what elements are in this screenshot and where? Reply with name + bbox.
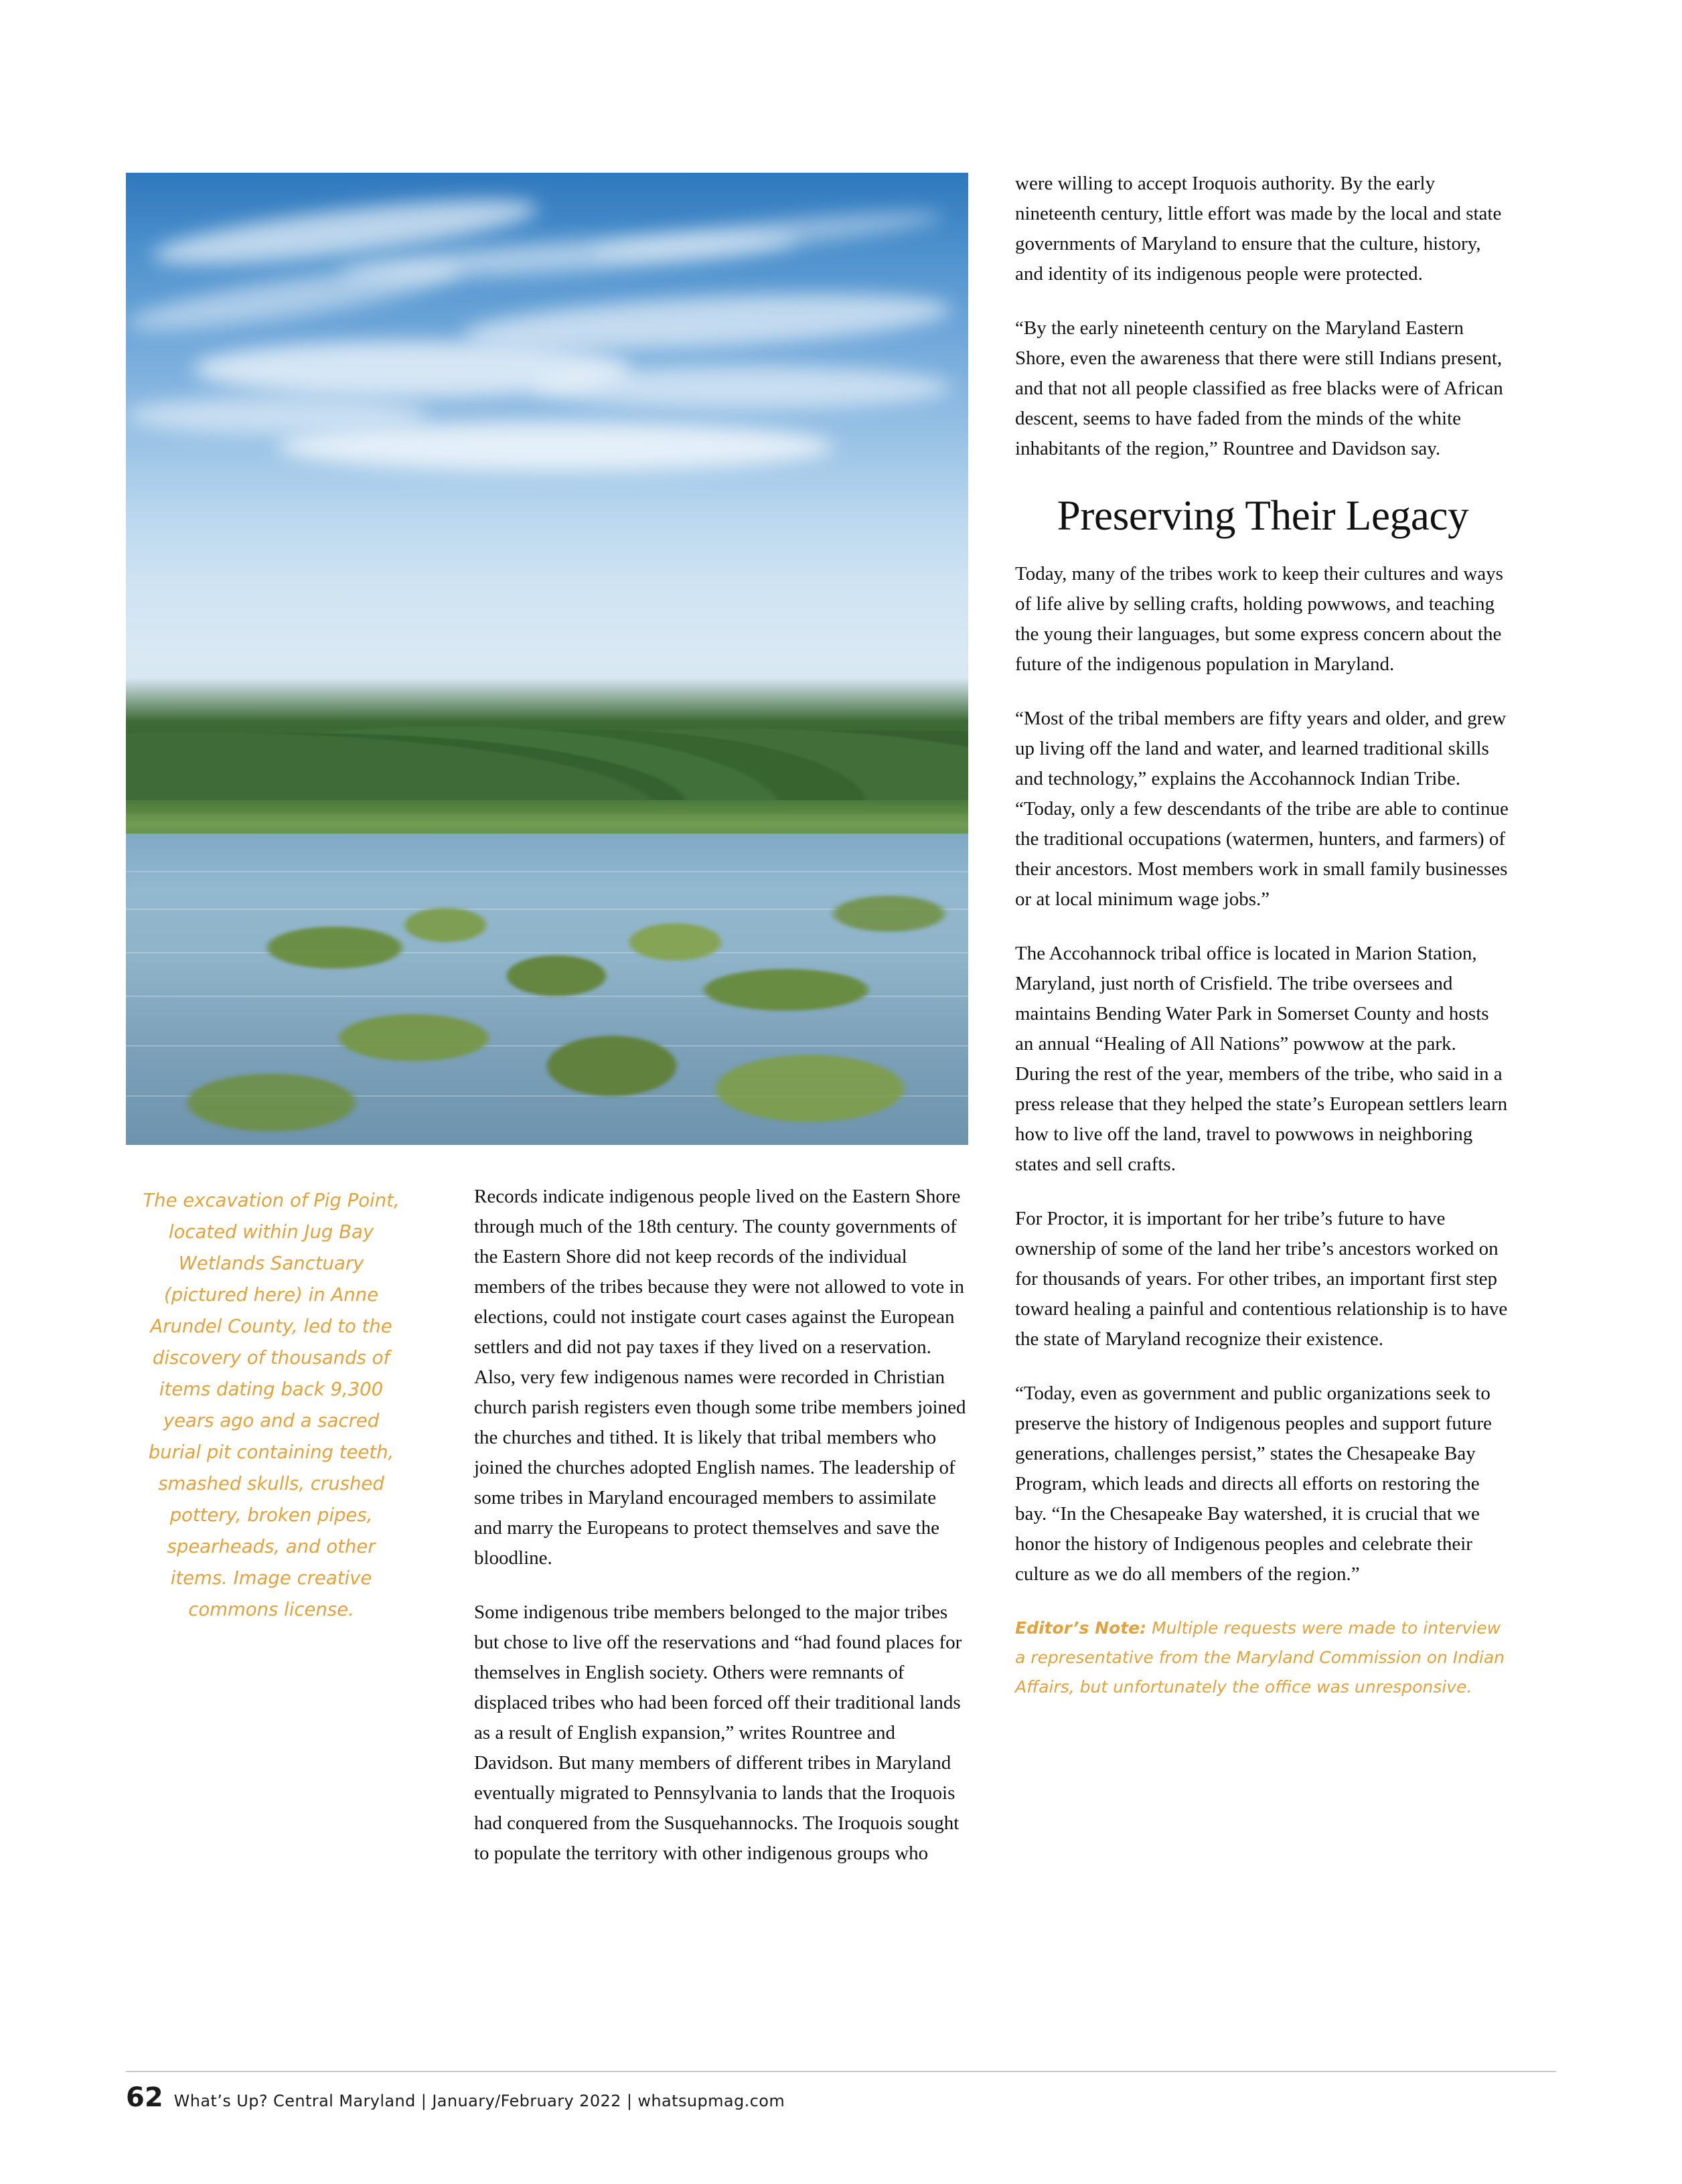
wetlands-marsh-photo [126, 173, 968, 1145]
paragraph: For Proctor, it is important for her tribe’s future to have ownership of some of the land her tribe’s ancestors worked on for thousands of years. For other tribes, an important first step toward healing a painful and contentious relationship is to have the state of Maryland recognize their existence. [1015, 1208, 1508, 1350]
cloud [277, 422, 833, 471]
footer-divider [126, 2071, 1556, 2072]
lily-pads [176, 863, 968, 1145]
page-footer [126, 2082, 785, 2113]
cloud [530, 366, 951, 409]
editors-note-text: Multiple requests were made to interview a representative from the Maryland Commission on Indian Affairs, but unfortunately the office was unresponsive. [1015, 1618, 1505, 1697]
photo-caption: The excavation of Pig Point, located within Jug Bay Wetlands Sanctuary (pictured here) in Anne Arundel County, led to the discovery of thousands of items dating back 9,300 years ago and a sacred burial pit containing teeth, smashed skulls, crushed pottery, broken pipes, spearheads, and other items. Image creative commons license. [143, 1190, 400, 1620]
editors-note-label: Editor’s Note: [1015, 1618, 1147, 1638]
paragraph: “Today, even as government and public organizations seek to preserve the history of Indigenous peoples and support future generations, challenges persist,” states the Chesapeake Bay Program, which leads and directs all efforts on restoring the bay. “In the Chesapeake Bay watershed, it is crucial that we honor the history of Indigenous peoples and celebrate their culture as we do all members of the region.” [1015, 1383, 1492, 1585]
paragraph: Some indigenous tribe members belonged to the major tribes but chose to live off the reservations and “had found places for themselves in English society. Others were remnants of displaced tribes who had been forced off their traditional lands as a result of English expansion,” writes Rountree and Davidson. But many members of different tribes in Maryland eventually migrated to Pennsylvania to lands that the Iroquois had conquered from the Susquehannocks. The Iroquois sought to populate the territory with other indigenous groups who [474, 1602, 962, 1864]
paragraph: “By the early nineteenth century on the Maryland Eastern Shore, even the awareness that there were still Indians present, and that not all people classified as free blacks were of African descent, seems to have faded from the minds of the white inhabitants of the region,” Rountree and Davidson say. [1015, 317, 1503, 459]
paragraph: The Accohannock tribal office is located in Marion Station, Maryland, just north of Crisfield. The tribe oversees and maintains Bending Water Park in Somerset County and hosts an annual “Healing of All Nations” powwow at the park. During the rest of the year, members of the tribe, who said in a press release that they helped the state’s European settlers learn how to live off the land, travel to powwows in neighboring states and sell crafts. [1015, 943, 1508, 1175]
body-column-right [1015, 169, 1511, 1726]
footer-text: What’s Up? Central Maryland | January/February 2022 | whatsupmag.com [173, 2092, 785, 2110]
paragraph: “Most of the tribal members are fifty years and older, and grew up living off the land and water, and learned traditional skills and technology,” explains the Accohannock Indian Tribe. “Today, only a few descendants of the tribe are able to continue the traditional occupations (watermen, hunters, and farmers) of their ancestors. Most members work in small family businesses or at local minimum wage jobs.” [1015, 708, 1509, 910]
body-column-left [474, 1182, 968, 1893]
paragraph: Records indicate indigenous people lived on the Eastern Shore through much of the 18th century. The county governments of the Eastern Shore did not keep records of the individual members of the tribes because they were not allowed to vote in elections, could not instigate court cases against the European settlers and did not pay taxes if they lived on a reservation. Also, very few indigenous names were recorded in Christian church parish registers even though some tribe members joined the churches and tithed. It is likely that tribal members who joined the churches adopted English names. The leadership of some tribes in Maryland encouraged members to assimilate and marry the Europeans to protect themselves and save the bloodline. [474, 1186, 966, 1569]
paragraph: Today, many of the tribes work to keep their cultures and ways of life alive by selling crafts, holding powwows, and teaching the young their languages, but some express concern about the future of the indigenous population in Maryland. [1015, 563, 1503, 675]
page-number: 62 [126, 2082, 163, 2113]
section-heading: Preserving Their Legacy [1057, 492, 1469, 539]
paragraph: were willing to accept Iroquois authority. By the early nineteenth century, little effort was made by the local and state governments of Maryland to ensure that the culture, history, and identity of its indigenous people were protected. [1015, 173, 1502, 285]
treeline [126, 678, 968, 814]
cloud [126, 252, 463, 342]
editors-note [1015, 1614, 1511, 1702]
